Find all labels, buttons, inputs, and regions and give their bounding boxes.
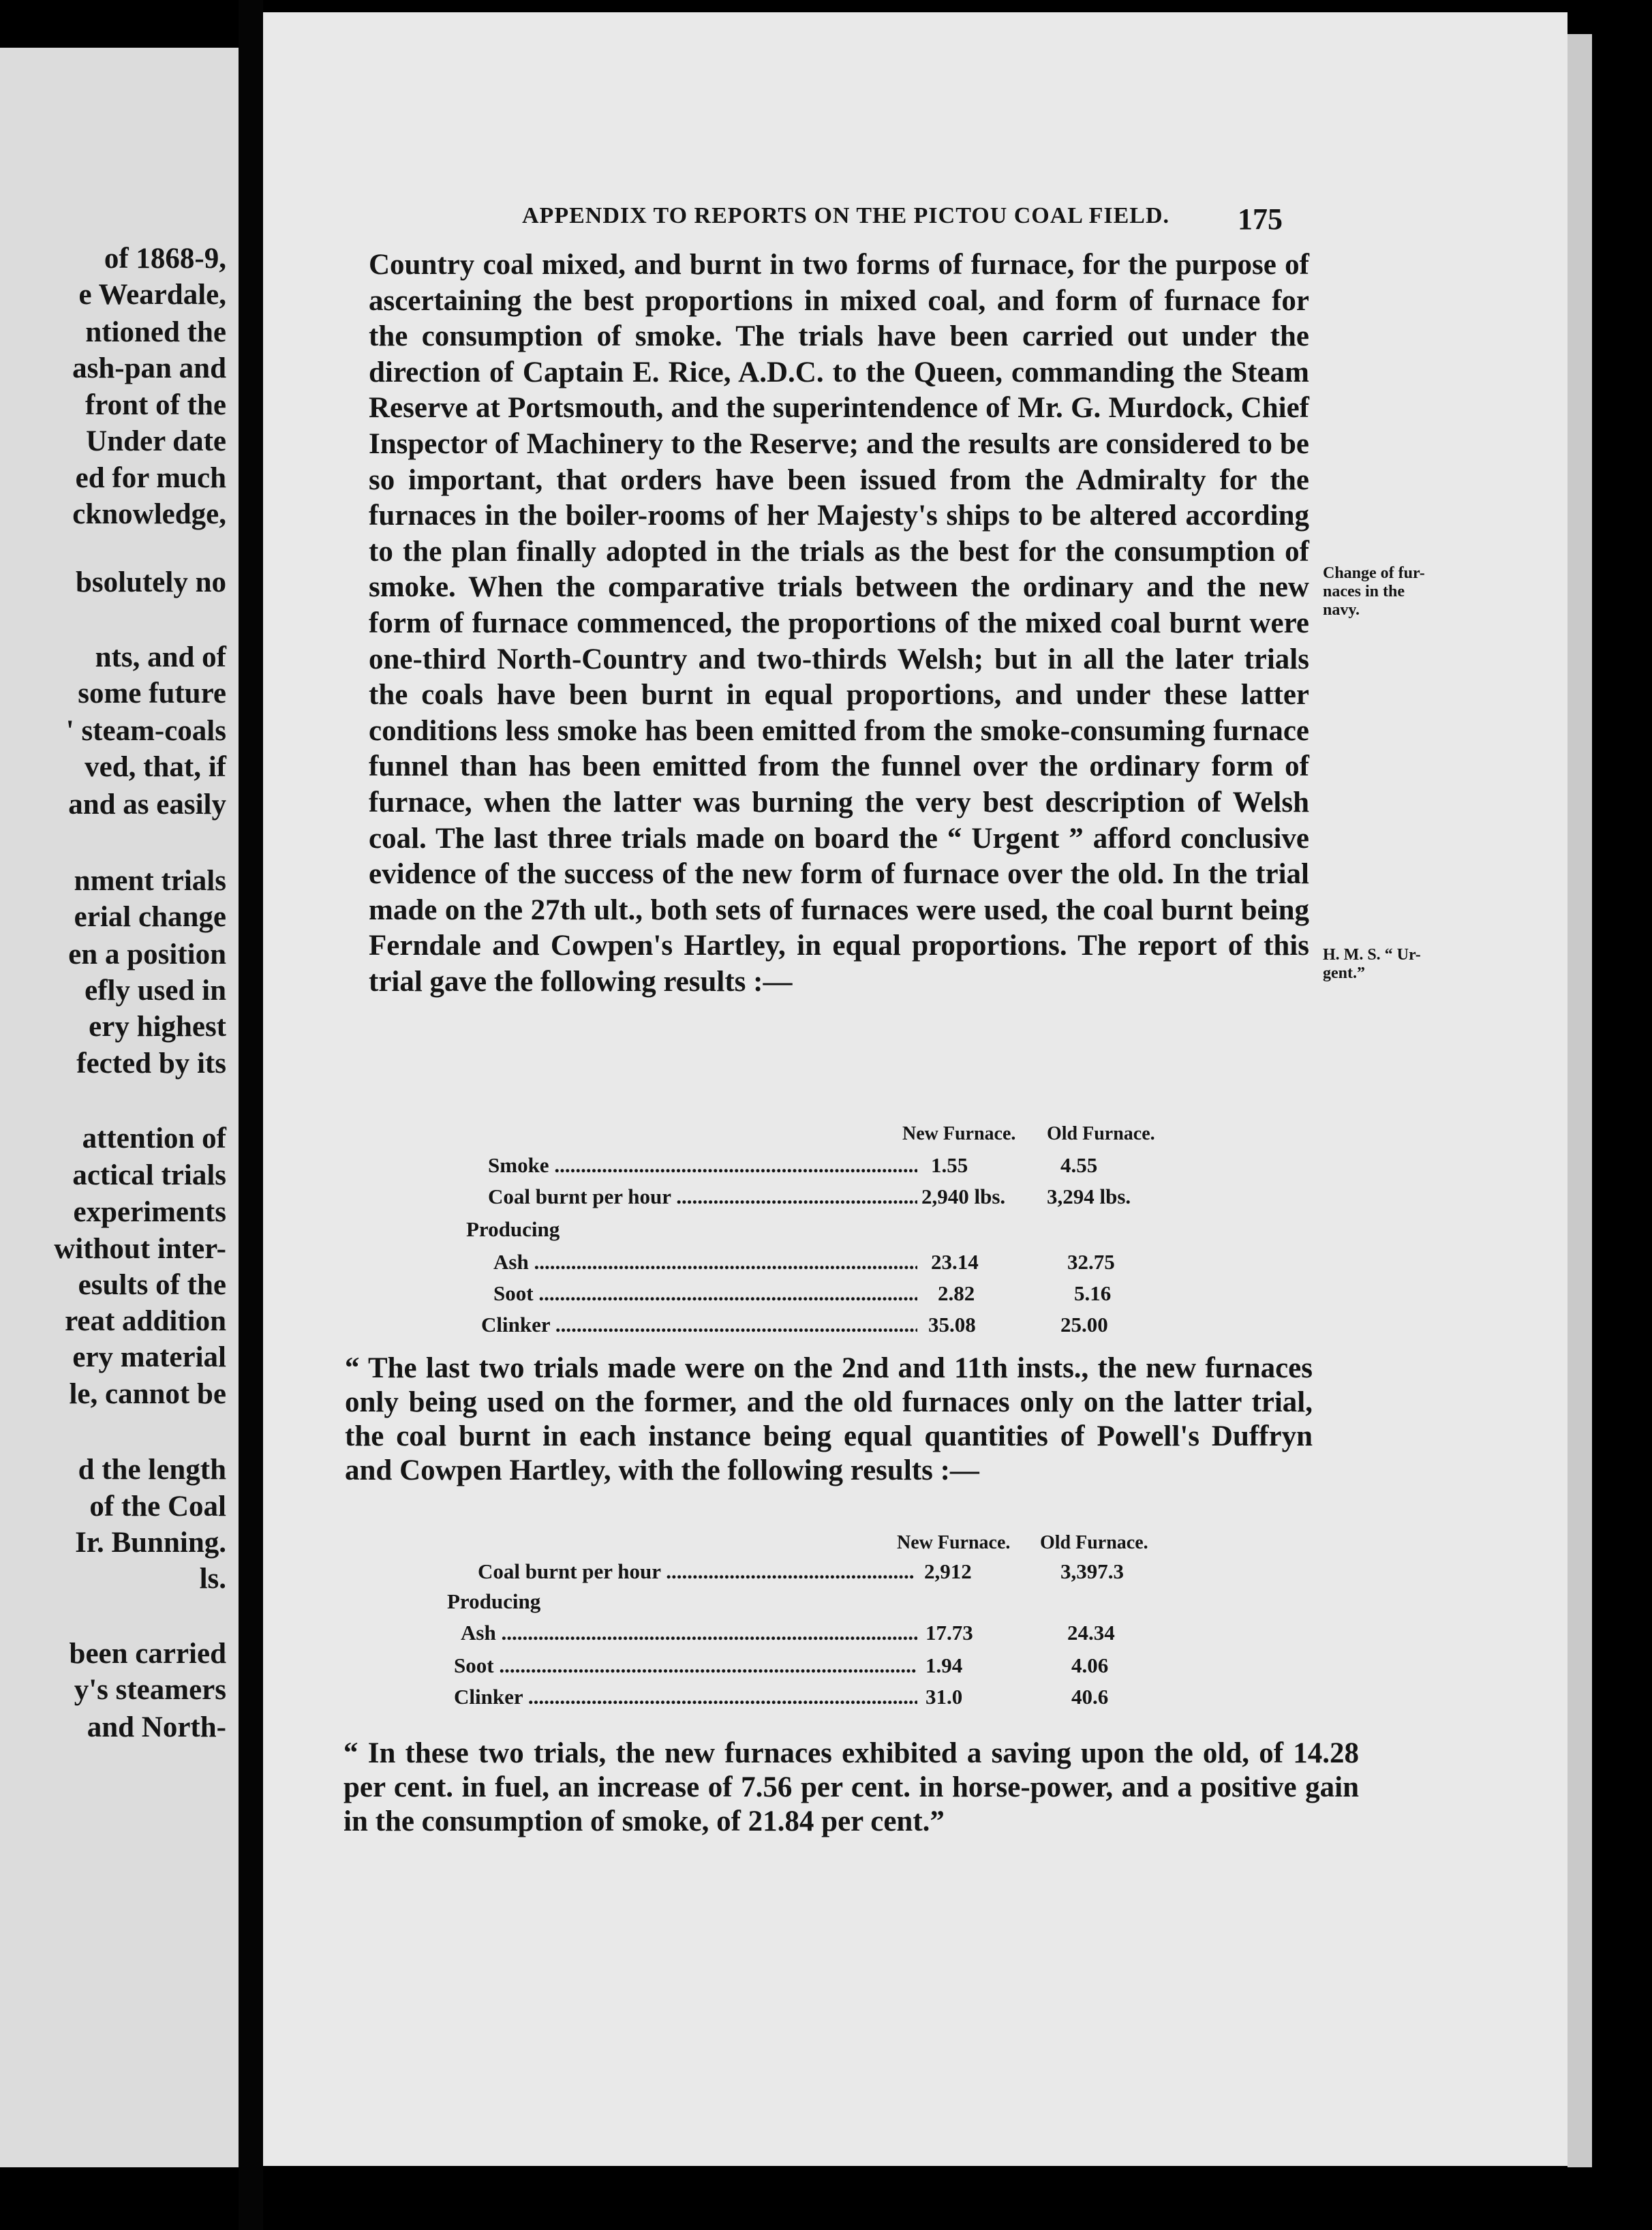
row-label: Coal burnt per hour .....: [478, 1559, 914, 1584]
body-paragraph: Country coal mixed, and burnt in two forms of furnace, for the purpose of ascertaining the best proportions in mixed coal, and form of furnace for the consumption of smoke. The trials have been carried out under the direction of Captain E. Rice, A.D.C. to the Queen, commanding the Steam Reserve at Portsmouth, and the superintendence of Mr. G. Murdock, Chief Inspector of Machinery to the Reserve; and the results are considered to be so important, that orders have been issued from the Admiralty for the furnaces in the boiler-rooms of her Majesty's ships to be altered according to the plan finally adopted in the trials as the best for the consumption of smoke. When the comparative trials between the ordinary and the new form of furnace commenced, the proportions of the mixed coal burnt were one-third North-Country and two-thirds Welsh; but in all the later trials the coals have been burnt in equal proportions, and under these latter conditions less smoke has been emitted from the smoke-consuming furnace funnel than has been emitted from the funnel over the ordinary form of furnace, when the latter was burning the very best description of Welsh coal. The last three trials made on board the “ Urgent ” afford conclusive evidence of the success of the new form of furnace over the old. In the trial made on the 27th ult., both sets of furnaces were used, the coal burnt being Ferndale and Cowpen's Hartley, in equal proportions. The report of this trial gave the following results :—: [369, 249, 1309, 998]
row-label: Smoke .....: [488, 1153, 917, 1178]
facing-page-line: Ir. Bunning.: [75, 1527, 226, 1559]
column-header-old-furnace: Old Furnace.: [1047, 1123, 1155, 1144]
new-furnace-value: 17.73: [926, 1621, 973, 1645]
margin-note-line: gent.”: [1323, 964, 1365, 982]
margin-note-line: H. M. S. “ Ur-: [1323, 946, 1421, 964]
facing-page-line: and North-: [87, 1711, 226, 1743]
facing-page-line: bsolutely no: [75, 566, 226, 598]
facing-page: [0, 48, 239, 2167]
quote-paragraph-trials: “ The last two trials made were on the 2nd and 11th insts., the new furnaces only being used on the former, and the old furnaces only on the latter trial, the coal burnt in each instance being equal quantities of Powell's Duffryn and Cowpen Hartley, with the following results :—: [345, 1352, 1313, 1486]
facing-page-line: erial change: [74, 901, 226, 933]
new-furnace-value: 35.08: [928, 1313, 976, 1337]
row-heading: Producing: [447, 1589, 541, 1613]
page-edge: [1567, 34, 1592, 2167]
old-furnace-value: 32.75: [1067, 1250, 1115, 1274]
new-furnace-value: 23.14: [931, 1250, 979, 1274]
facing-page-line: been carried: [69, 1638, 226, 1670]
old-furnace-value: 25.00: [1060, 1313, 1108, 1337]
old-furnace-value: 5.16: [1074, 1281, 1112, 1305]
book-gutter: [239, 0, 263, 2230]
facing-page-line: ved, that, if: [85, 751, 226, 783]
margin-note-line: navy.: [1323, 601, 1360, 619]
margin-note-line: naces in the: [1323, 583, 1405, 600]
facing-page-line: ash-pan and: [72, 352, 226, 384]
facing-page-line: ed for much: [75, 462, 226, 494]
facing-page-line: esults of the: [78, 1269, 226, 1301]
facing-page-line: ery highest: [89, 1011, 226, 1043]
old-furnace-value: 3,294 lbs.: [1047, 1185, 1131, 1208]
facing-page-line: reat addition: [65, 1305, 226, 1337]
facing-page-line: experiments: [73, 1196, 226, 1228]
facing-page-line: en a position: [68, 938, 226, 971]
facing-page-line: le, cannot be: [69, 1378, 226, 1410]
running-head: APPENDIX TO REPORTS ON THE PICTOU COAL FIELD.: [522, 203, 1170, 228]
row-label: Ash .....: [461, 1621, 917, 1645]
new-furnace-value: 2.82: [938, 1281, 975, 1305]
new-furnace-value: 2,912: [924, 1559, 972, 1583]
facing-page-line: ery material: [72, 1341, 226, 1373]
new-furnace-value: 31.0: [926, 1685, 963, 1709]
old-furnace-value: 4.55: [1060, 1153, 1098, 1177]
row-label: Soot .....: [454, 1653, 917, 1678]
row-label: Clinker .....: [481, 1313, 917, 1337]
facing-page-line: some future: [78, 677, 226, 709]
facing-page-line: d the length: [78, 1454, 226, 1486]
row-label: Ash .....: [493, 1250, 917, 1274]
row-label: Coal burnt per hour .....: [488, 1185, 917, 1209]
row-label: Soot .....: [493, 1281, 917, 1306]
facing-page-line: efly used in: [85, 975, 226, 1007]
facing-page-line: nment trials: [74, 865, 226, 897]
old-furnace-value: 40.6: [1071, 1685, 1109, 1709]
facing-page-line: y's steamers: [74, 1674, 226, 1706]
facing-page-line: cknowledge,: [72, 498, 226, 530]
margin-note-line: Change of fur-: [1323, 564, 1425, 582]
page-number: 175: [1238, 202, 1283, 236]
facing-page-line: fected by its: [76, 1048, 226, 1080]
facing-page-line: of the Coal: [89, 1491, 226, 1523]
column-header-new-furnace: New Furnace.: [902, 1123, 1016, 1144]
facing-page-line: front of the: [85, 389, 226, 421]
old-furnace-value: 24.34: [1067, 1621, 1115, 1645]
column-header-old-furnace: Old Furnace.: [1040, 1532, 1148, 1553]
book-page: [263, 12, 1567, 2166]
facing-page-line: Under date: [86, 425, 226, 457]
new-furnace-value: 1.55: [931, 1153, 968, 1177]
facing-page-line: attention of: [82, 1122, 226, 1155]
results-table-2nd-11th: [433, 1532, 1251, 1730]
row-heading: Producing: [466, 1217, 560, 1241]
margin-note-hms-urgent: [1323, 946, 1473, 983]
facing-page-line: actical trials: [72, 1159, 226, 1191]
facing-page-line: nts, and of: [95, 641, 226, 673]
facing-page-line: e Weardale,: [78, 279, 226, 311]
facing-page-line: ntioned the: [85, 316, 226, 348]
facing-page-line: and as easily: [68, 789, 226, 821]
facing-page-line: ls.: [199, 1563, 226, 1595]
quote-paragraph-summary: “ In these two trials, the new furnaces exhibited a saving upon the old, of 14.28 per cent. in fuel, an increase of 7.56 per cent. in horse-power, and a positive gain in the consumption of smoke, of 21.84 per cent.”: [343, 1737, 1359, 1837]
new-furnace-value: 1.94: [926, 1653, 963, 1677]
facing-page-line: without inter-: [54, 1233, 226, 1265]
margin-note-furnace-change: [1323, 564, 1473, 620]
facing-page-line: ' steam-coals: [65, 715, 226, 747]
row-label: Clinker .....: [454, 1685, 917, 1709]
column-header-new-furnace: New Furnace.: [897, 1532, 1011, 1553]
old-furnace-value: 4.06: [1071, 1653, 1109, 1677]
results-table-27th: [461, 1123, 1279, 1348]
new-furnace-value: 2,940 lbs.: [921, 1185, 1006, 1208]
facing-page-line: of 1868-9,: [104, 243, 226, 275]
old-furnace-value: 3,397.3: [1060, 1559, 1124, 1583]
